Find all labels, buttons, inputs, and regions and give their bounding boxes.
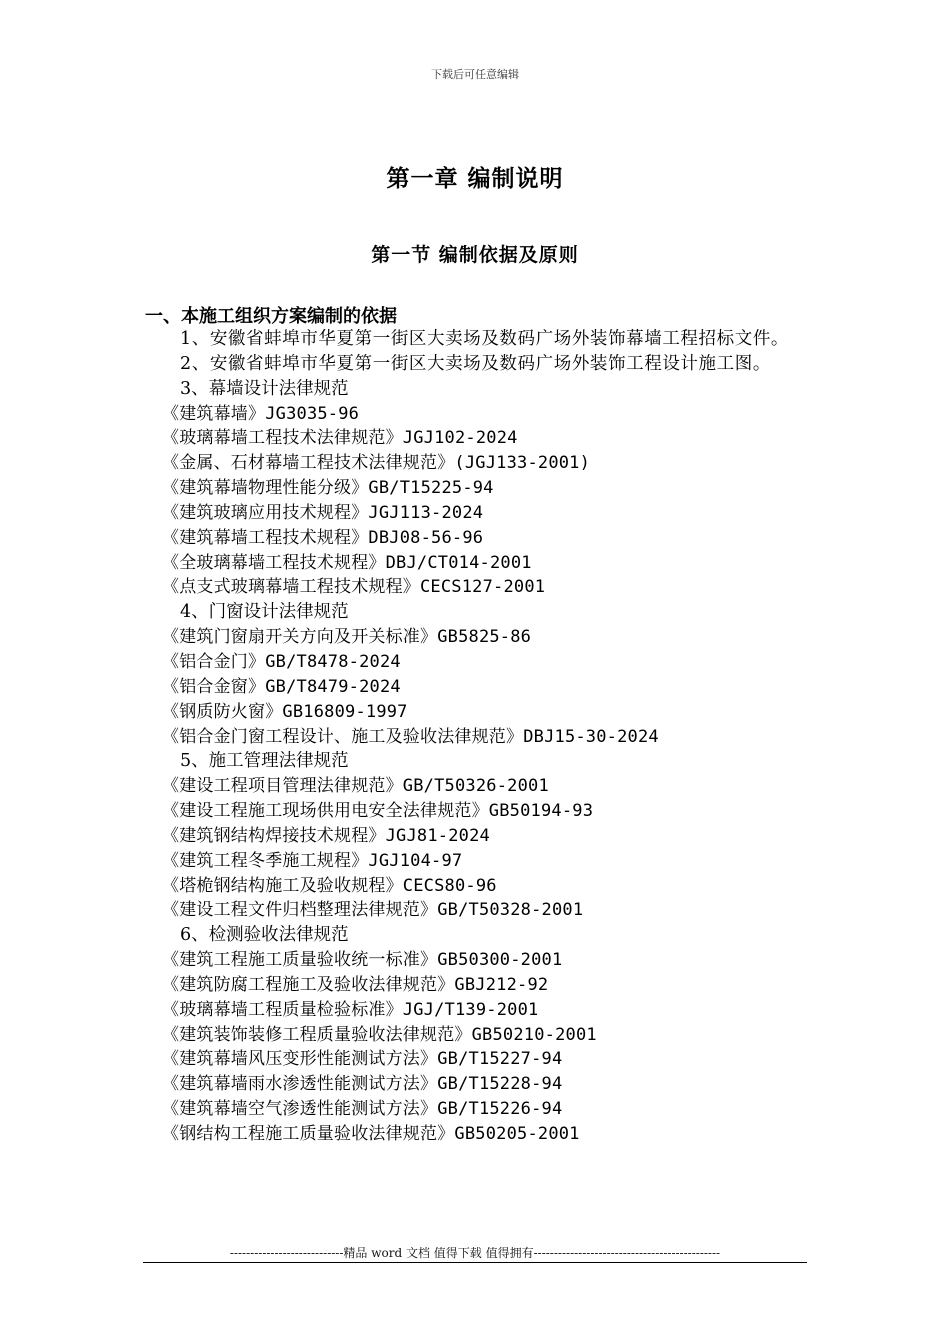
list-item: 3、幕墙设计法律规范 <box>180 378 349 399</box>
standard-reference: 《建筑幕墙物理性能分级》GB/T15225-94 <box>162 478 494 499</box>
list-item: 6、检测验收法律规范 <box>180 925 349 946</box>
page-header-note: 下载后可任意编辑 <box>431 68 519 81</box>
standard-reference: 《建筑幕墙工程技术规程》DBJ08-56-96 <box>162 527 484 548</box>
standard-reference: 《金属、石材幕墙工程技术法律规范》(JGJ133-2001) <box>162 453 591 474</box>
standard-reference: 《钢结构工程施工质量验收法律规范》GB50205-2001 <box>162 1124 580 1144</box>
standard-reference: 《铝合金门》GB/T8478-2024 <box>162 651 401 672</box>
document-body <box>145 327 810 1147</box>
standard-reference: 《建筑幕墙空气渗透性能测试方法》GB/T15226-94 <box>162 1099 563 1120</box>
list-item: 5、施工管理法律规范 <box>180 751 349 772</box>
page-footer-text: ----------------------------精品 word 文档 值得下载 值得拥有---------------------------------------------- <box>229 1246 721 1260</box>
standard-reference: 《塔桅钢结构施工及验收规程》CECS80-96 <box>162 875 497 896</box>
standard-reference: 《建设工程文件归档整理法律规范》GB/T50328-2001 <box>162 900 584 921</box>
standard-reference: 《建筑工程施工质量验收统一标准》GB50300-2001 <box>162 950 563 971</box>
list-item: 1、安徽省蚌埠市华夏第一街区大卖场及数码广场外装饰幕墙工程招标文件。 <box>180 329 790 349</box>
standard-reference: 《建筑防腐工程施工及验收法律规范》GBJ212-92 <box>162 974 549 995</box>
standard-reference: 《全玻璃幕墙工程技术规程》DBJ/CT014-2001 <box>162 552 532 573</box>
standard-reference: 《建筑幕墙》JG3035-96 <box>162 403 360 424</box>
standard-reference: 《钢质防火窗》GB16809-1997 <box>162 701 408 722</box>
standard-reference: 《建筑装饰装修工程质量验收法律规范》GB50210-2001 <box>162 1024 597 1045</box>
standard-reference: 《建筑幕墙雨水渗透性能测试方法》GB/T15228-94 <box>162 1074 563 1095</box>
basis-heading: 一、本施工组织方案编制的依据 <box>145 306 397 327</box>
footer-divider <box>143 1262 807 1263</box>
standard-reference: 《建筑门窗扇开关方向及开关标准》GB5825-86 <box>162 627 532 648</box>
standard-reference: 《铝合金门窗工程设计、施工及验收法律规范》DBJ15-30-2024 <box>162 726 659 747</box>
list-item: 4、门窗设计法律规范 <box>180 602 349 623</box>
standard-reference: 《点支式玻璃幕墙工程技术规程》CECS127-2001 <box>162 577 546 598</box>
standard-reference: 《玻璃幕墙工程质量检验标准》JGJ/T139-2001 <box>162 999 539 1020</box>
list-item: 2、安徽省蚌埠市华夏第一街区大卖场及数码广场外装饰工程设计施工图。 <box>180 353 771 374</box>
standard-reference: 《建设工程施工现场供用电安全法律规范》GB50194-93 <box>162 801 594 822</box>
standard-reference: 《建筑玻璃应用技术规程》JGJ113-2024 <box>162 502 484 523</box>
standard-reference: 《建设工程项目管理法律规范》GB/T50326-2001 <box>162 776 549 797</box>
standard-reference: 《建筑幕墙风压变形性能测试方法》GB/T15227-94 <box>162 1049 563 1070</box>
standard-reference: 《建筑钢结构焊接技术规程》JGJ81-2024 <box>162 825 490 846</box>
standard-reference: 《建筑工程冬季施工规程》JGJ104-97 <box>162 850 463 871</box>
standard-reference: 《玻璃幕墙工程技术法律规范》JGJ102-2024 <box>162 428 518 449</box>
chapter-title: 第一章 编制说明 <box>386 165 564 192</box>
section-title: 第一节 编制依据及原则 <box>371 244 579 266</box>
standard-reference: 《铝合金窗》GB/T8479-2024 <box>162 676 401 697</box>
